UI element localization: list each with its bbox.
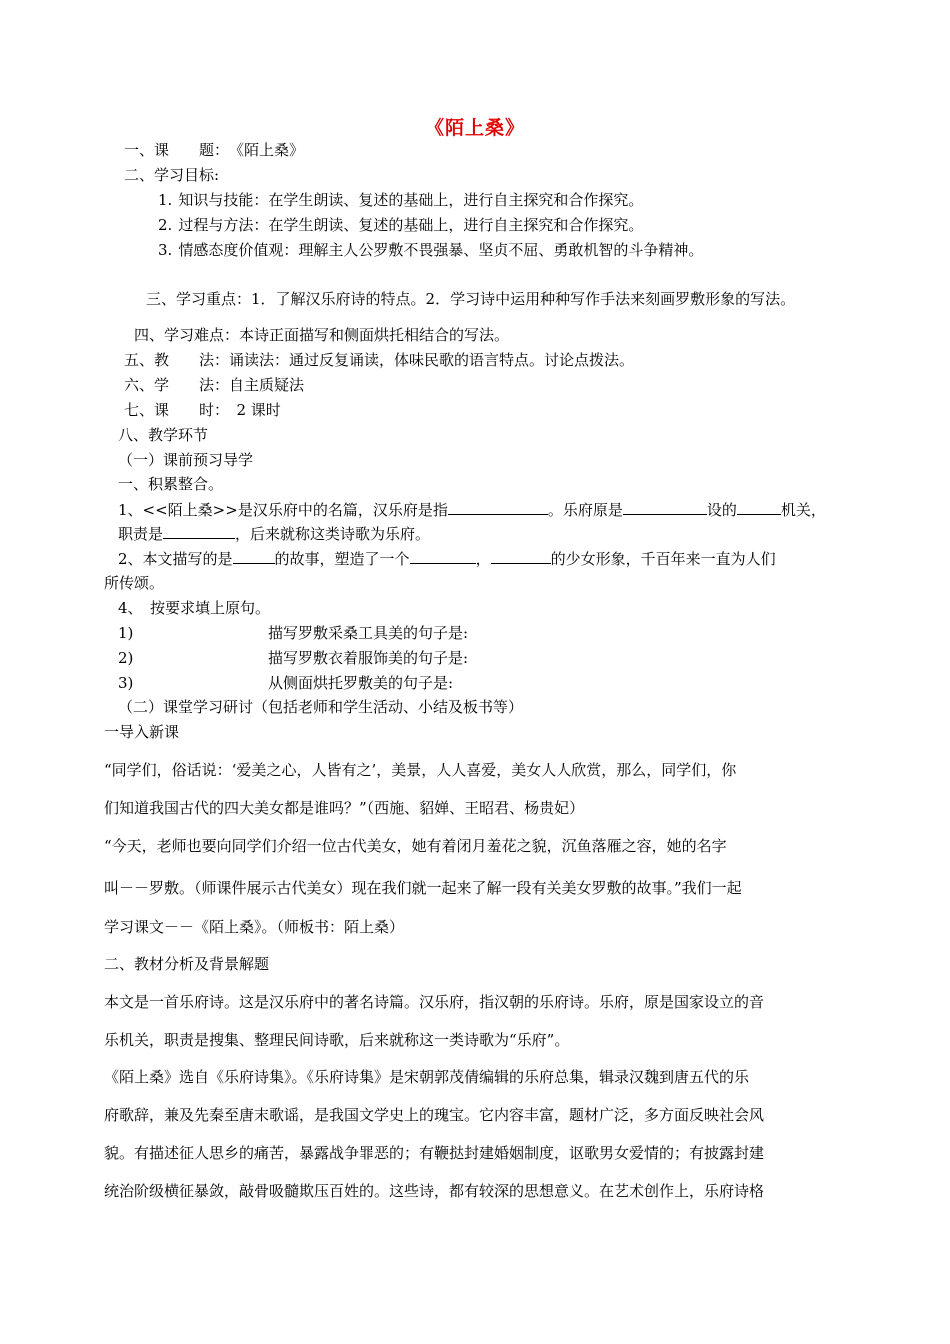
- part-classroom-heading: （二）课堂学习研讨（包括老师和学生活动、小结及板书等）: [118, 698, 524, 716]
- section-topic: 一、课 题：《陌上桑》: [124, 141, 305, 159]
- paragraph-line: 府歌辞，兼及先秦至唐末歌谣，是我国文学史上的瑰宝。它内容丰富，题材广泛，多方面反映社会风: [104, 1106, 765, 1124]
- analysis-heading: 二、教材分析及背景解题: [104, 955, 270, 973]
- fill-blank[interactable]: [163, 523, 235, 539]
- question-1-line1: 1、<<陌上桑>>是汉乐府中的名篇，汉乐府是指 。乐府原是 设的 机关，: [118, 501, 826, 519]
- paragraph-line: “同学们，俗话说：‘爱美之心，人皆有之’，美景，人人喜爱，美女人人欣赏，那么，同学们，你: [104, 761, 737, 779]
- part-preview-heading: （一）课前预习导学: [118, 451, 254, 469]
- fill-blank[interactable]: [233, 548, 275, 564]
- fill-blank[interactable]: [623, 499, 707, 515]
- section-teaching-method: 五、教 法：诵读法：通过反复诵读，体味民歌的语言特点。讨论点拨法。: [124, 351, 635, 369]
- goal-item: 3. 情感态度价值观：理解主人公罗敷不畏强暴、坚贞不屈、勇敢机智的斗争精神。: [158, 241, 704, 259]
- paragraph-line: 叫－－罗敷。（师课件展示古代美女）现在我们就一起来了解一段有关美女罗敷的故事。”我们一起: [104, 879, 742, 897]
- paragraph-line: 《陌上桑》选自《乐府诗集》。《乐府诗集》是宋朝郭茂倩编辑的乐府总集，辑录汉魏到唐五代的乐: [104, 1068, 750, 1086]
- paragraph-line: 们知道我国古代的四大美女都是谁吗？”（西施、貂婵、王昭君、杨贵妃）: [104, 799, 585, 817]
- goal-item: 1. 知识与技能：在学生朗读、复述的基础上，进行自主探究和合作探究。: [158, 191, 644, 209]
- section-learning-method: 六、学 法：自主质疑法: [124, 376, 305, 394]
- fill-blank[interactable]: [737, 499, 781, 515]
- fill-item: 3) 从侧面烘托罗敷美的句子是:: [118, 674, 454, 692]
- paragraph-line: 本文是一首乐府诗。这是汉乐府中的著名诗篇。汉乐府，指汉朝的乐府诗。乐府，原是国家设立的音: [104, 993, 765, 1011]
- paragraph-line: “今天，老师也要向同学们介绍一位古代美女，她有着闭月羞花之貌，沉鱼落雁之容，她的名字: [104, 837, 727, 855]
- fill-item: 2) 描写罗敷衣着服饰美的句子是:: [118, 649, 469, 667]
- goal-item: 2. 过程与方法：在学生朗读、复述的基础上，进行自主探究和合作探究。: [158, 216, 644, 234]
- paragraph-line: 貌。有描述征人思乡的痛苦，暴露战争罪恶的；有鞭挞封建婚姻制度，讴歌男女爱情的；有披露封建: [104, 1144, 765, 1162]
- question-2-line1: 2、本文描写的是 的故事，塑造了一个 ， 的少女形象，千百年来一直为人们: [118, 550, 776, 568]
- paragraph-line: 统治阶级横征暴敛，敲骨吸髓欺压百姓的。这些诗，都有较深的思想意义。在艺术创作上，乐府诗格: [104, 1182, 765, 1200]
- intro-heading: 一导入新课: [104, 723, 180, 741]
- section-goals-heading: 二、学习目标:: [124, 166, 220, 184]
- question-4-heading: 4、 按要求填上原句。: [118, 599, 271, 617]
- accumulation-heading: 一、积累整合。: [118, 475, 224, 493]
- section-periods: 七、课 时： 2 课时: [124, 401, 281, 419]
- section-difficulties: 四、学习难点：本诗正面描写和侧面烘托相结合的写法。: [134, 326, 510, 344]
- document-title: 《陌上桑》: [424, 117, 525, 139]
- section-teaching-steps: 八、教学环节: [118, 426, 209, 444]
- paragraph-line: 学习课文－－《陌上桑》。（师板书：陌上桑）: [104, 918, 405, 936]
- fill-blank[interactable]: [410, 548, 476, 564]
- section-key-points: 三、学习重点：1．了解汉乐府诗的特点。2．学习诗中运用种种写作手法来刻画罗敷形象的写法。: [146, 290, 796, 308]
- fill-blank[interactable]: [448, 499, 548, 515]
- fill-blank[interactable]: [491, 548, 551, 564]
- fill-item: 1) 描写罗敷采桑工具美的句子是:: [118, 624, 469, 642]
- question-2-line2: 所传颂。: [104, 574, 165, 592]
- paragraph-line: 乐机关，职责是搜集、整理民间诗歌，后来就称这一类诗歌为“乐府”。: [104, 1031, 570, 1049]
- question-1-line2: 职责是 ，后来就称这类诗歌为乐府。: [118, 525, 431, 543]
